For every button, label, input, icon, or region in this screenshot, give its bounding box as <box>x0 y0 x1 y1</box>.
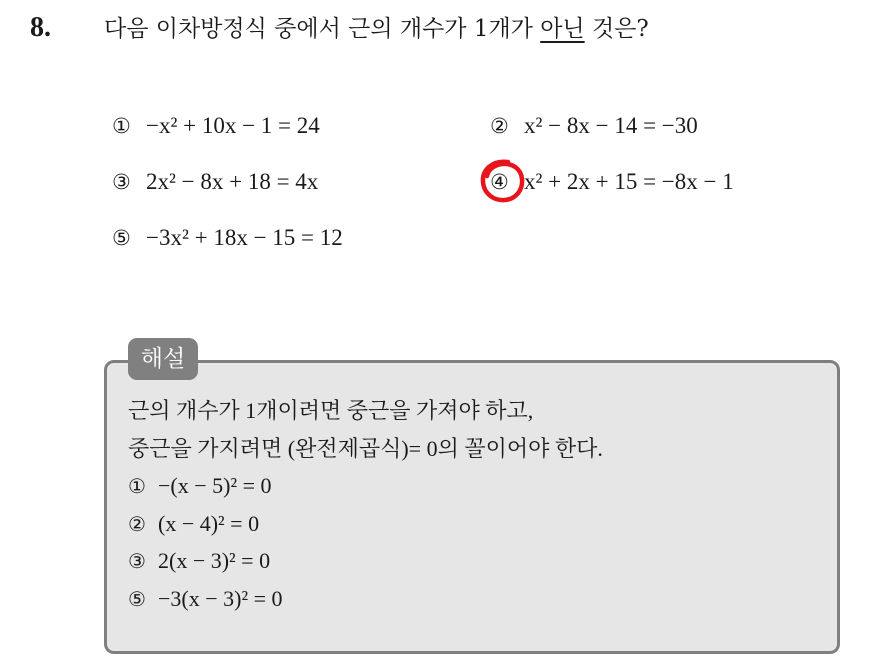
solution-line-2: 중근을 가지려면 (완전제곱식)= 0의 꼴이어야 한다. <box>128 435 603 461</box>
solution-tab: 해설 <box>128 338 198 380</box>
question-number: 8. <box>30 12 51 43</box>
question-text-after: 것은? <box>584 16 649 42</box>
choice-5[interactable] <box>112 221 343 255</box>
choice-1-number: ① <box>112 114 131 138</box>
solution-step-4 <box>128 580 603 618</box>
answer-circle-mark <box>478 158 526 204</box>
solution-step-1-expression: −(x − 5)² = 0 <box>158 473 272 498</box>
solution-step-4-number: ⑤ <box>128 586 146 611</box>
solution-line-1: 근의 개수가 1개이려면 중근을 가져야 하고, <box>128 398 534 423</box>
solution-content <box>128 392 603 617</box>
solution-step-3-expression: 2(x − 3)² = 0 <box>158 548 271 573</box>
choice-2-number: ② <box>490 114 509 138</box>
choice-4-number: ④ <box>490 170 509 194</box>
solution-step-2-number: ② <box>128 511 146 536</box>
choice-2-expression: x² − 8x − 14 = −30 <box>524 113 698 138</box>
solution-step-3 <box>128 542 603 580</box>
choice-1[interactable] <box>112 109 320 143</box>
solution-step-2-expression: (x − 4)² = 0 <box>158 510 260 536</box>
solution-step-2 <box>128 505 603 543</box>
solution-step-4-expression: −3(x − 3)² = 0 <box>158 585 283 611</box>
choice-3-expression: 2x² − 8x + 18 = 4x <box>146 169 319 194</box>
choice-4[interactable] <box>490 165 734 199</box>
solution-step-1-number: ① <box>128 474 146 498</box>
question-text-underlined: 아닌 <box>540 16 585 42</box>
solution-step-3-number: ③ <box>128 549 146 573</box>
question-text <box>104 12 649 46</box>
choice-1-expression: −x² + 10x − 1 = 24 <box>146 113 320 138</box>
choice-3[interactable] <box>112 165 318 199</box>
choice-3-number: ③ <box>112 170 131 194</box>
choice-2[interactable] <box>490 109 698 143</box>
choice-5-expression: −3x² + 18x − 15 = 12 <box>146 225 343 250</box>
choice-5-number: ⑤ <box>112 226 131 250</box>
solution-step-1 <box>128 467 603 505</box>
choice-4-expression: x² + 2x + 15 = −8x − 1 <box>524 169 734 194</box>
question-text-before: 다음 이차방정식 중에서 근의 개수가 1개가 <box>104 16 541 42</box>
